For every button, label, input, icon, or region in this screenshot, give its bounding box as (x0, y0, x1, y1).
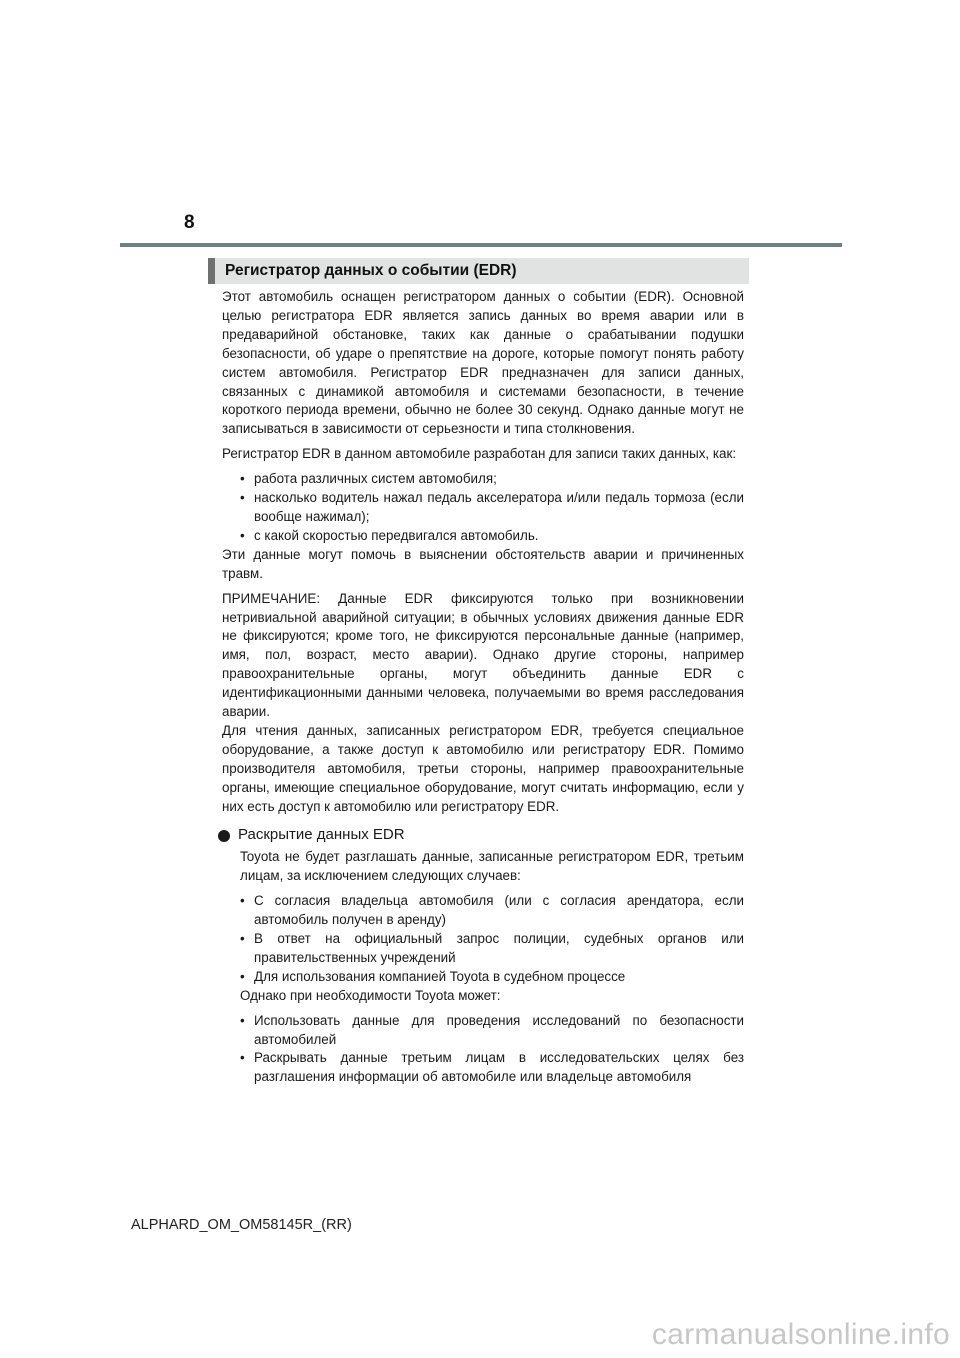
paragraph-reading: Для чтения данных, записанных регистратором EDR, требуется специальное оборудование, а также доступ к автомобилю или регистратору EDR. Помимо производителя автомобиля, третьи стороны, например правоохранительные органы, имеющие специальное оборудование, могут считать информацию, если у них есть доступ к автомобилю или регистратору EDR. (222, 722, 744, 814)
document-code-footer: ALPHARD_OM_OM58145R_(RR) (131, 1217, 352, 1233)
paragraph-edr-records: Регистратор EDR в данном автомобиле разработан для записи таких данных, как: (222, 446, 737, 462)
body-text (222, 288, 744, 1093)
list-item: • Использовать данные для проведения исследований по безопасности автомобилей (240, 1012, 744, 1050)
toyota-may-list (240, 1012, 744, 1088)
paragraph-however: Однако при необходимости Toyota может: (240, 987, 501, 1003)
watermark: carmanualsonline.info (651, 1318, 950, 1351)
recorded-data-list (222, 470, 744, 546)
paragraph-note: ПРИМЕЧАНИЕ: Данные EDR фиксируются только при возникновении нетривиальной аварийной ситуации; в обычных условиях движения данные EDR не фиксируются; кроме того, не фиксируются персональные данные (например, имя, пол, возраст, место аварии). Однако другие стороны, например правоохранительные органы, могут объединить данные EDR с идентификационными данными человека, получаемыми во время расследования аварии. (222, 590, 744, 720)
subheading-disclosure (218, 826, 744, 845)
list-item: • С согласия владельца автомобиля (или с согласия арендатора, если автомобиль получен в аренду) (240, 892, 744, 930)
page-number: 8 (184, 212, 195, 233)
disclosure-section (222, 848, 744, 1087)
section-heading: Регистратор данных о событии (EDR) (208, 258, 749, 284)
list-item: • Раскрывать данные третьим лицам в исследовательских целях без разглашения информации об автомобиле или владельце автомобиля (240, 1049, 744, 1087)
disclosure-cases-list (240, 892, 744, 987)
bullet-dot-icon (218, 830, 230, 842)
list-item: • работа различных систем автомобиля; (240, 470, 744, 489)
list-item: • В ответ на официальный запрос полиции, судебных органов или правительственных учреждений (240, 930, 744, 968)
header-rule (120, 243, 842, 247)
subheading-text: Раскрытие данных EDR (238, 826, 405, 844)
list-item: • Для использования компанией Toyota в судебном процессе (240, 968, 744, 987)
paragraph-purpose: Эти данные могут помочь в выяснении обстоятельств аварии и причиненных травм. (222, 546, 744, 581)
list-item: • с какой скоростью передвигался автомобиль. (240, 527, 744, 546)
paragraph-intro: Этот автомобиль оснащен регистратором данных о событии (EDR). Основной целью регистратора EDR является запись данных во время аварии или в предаварийной обстановке, таких как данные о срабатывании подушки безопасности, об ударе о препятствие на дороге, которые помогут понять работу систем автомобиля. Регистратор EDR предназначен для записи данных, связанных с динамикой автомобиля и системами безопасности, в течение короткого периода времени, обычно не более 30 секунд. Однако данные могут не записываться в зависимости от серьезности и типа столкновения. (222, 289, 744, 437)
paragraph-disclosure: Toyota не будет разглашать данные, записанные регистратором EDR, третьим лицам, за исключением следующих случаев: (240, 849, 744, 884)
list-item: • насколько водитель нажал педаль акселератора и/или педаль тормоза (если вообще нажимал); (240, 489, 744, 527)
